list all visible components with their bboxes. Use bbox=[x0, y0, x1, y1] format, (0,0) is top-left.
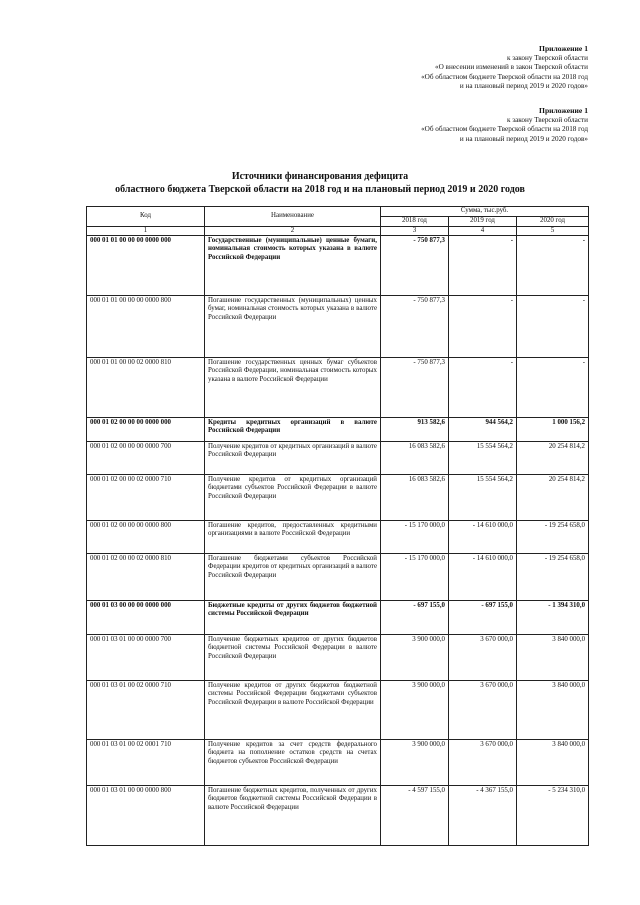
title-line-2: областного бюджета Тверской области на 2018 год и на плановый период 2019 и 2020 годов bbox=[115, 184, 525, 195]
row-value-2018: - 750 877,3 bbox=[381, 296, 449, 358]
row-name: Государственные (муниципальные) ценные бумаги, номинальная стоимость которых указана в валюте Российской Федерации bbox=[205, 236, 381, 296]
table-row bbox=[87, 554, 589, 601]
row-value-2020: 1 000 156,2 bbox=[517, 418, 589, 442]
table-row bbox=[87, 442, 589, 475]
row-value-2020: - bbox=[517, 236, 589, 296]
row-value-2020: - 19 254 658,0 bbox=[517, 554, 589, 601]
row-value-2020: - bbox=[517, 296, 589, 358]
row-value-2018: 16 083 582,6 bbox=[381, 442, 449, 475]
row-name: Получение кредитов за счет средств федерального бюджета на пополнение остатков средств на счетах бюджетов субъектов Российской Федерации bbox=[205, 740, 381, 786]
row-code: 000 01 03 01 00 02 0001 710 bbox=[87, 740, 205, 786]
row-code: 000 01 03 00 00 00 0000 000 bbox=[87, 601, 205, 635]
header-year-2020: 2020 год bbox=[517, 217, 589, 227]
row-code: 000 01 02 00 00 02 0000 710 bbox=[87, 475, 205, 521]
financing-sources-table bbox=[86, 206, 589, 846]
row-value-2019: - bbox=[449, 358, 517, 418]
appendix-block-2 bbox=[421, 106, 588, 144]
row-value-2019: 3 670 000,0 bbox=[449, 740, 517, 786]
table-row bbox=[87, 418, 589, 442]
row-code: 000 01 02 00 00 02 0000 810 bbox=[87, 554, 205, 601]
row-value-2018: - 750 877,3 bbox=[381, 236, 449, 296]
row-name: Погашение бюджетных кредитов, полученных от других бюджетов бюджетной системы Российской Федерации в валюте Российской Федерации bbox=[205, 786, 381, 846]
table-row bbox=[87, 236, 589, 296]
row-value-2018: 3 900 000,0 bbox=[381, 681, 449, 740]
row-code: 000 01 03 01 00 00 0000 700 bbox=[87, 635, 205, 681]
row-value-2018: 913 582,6 bbox=[381, 418, 449, 442]
row-value-2018: - 4 597 155,0 bbox=[381, 786, 449, 846]
table-row bbox=[87, 296, 589, 358]
table-row bbox=[87, 740, 589, 786]
header-code: Код bbox=[87, 207, 205, 227]
row-value-2018: - 697 155,0 bbox=[381, 601, 449, 635]
appendix-heading: Приложение 1 bbox=[539, 44, 588, 53]
row-value-2020: 20 254 814,2 bbox=[517, 475, 589, 521]
row-code: 000 01 01 00 00 00 0000 800 bbox=[87, 296, 205, 358]
table-row bbox=[87, 358, 589, 418]
header-year-2018: 2018 год bbox=[381, 217, 449, 227]
header-sum: Сумма, тыс.руб. bbox=[381, 207, 589, 217]
row-value-2020: 3 840 000,0 bbox=[517, 740, 589, 786]
row-value-2020: - 5 234 310,0 bbox=[517, 786, 589, 846]
column-number: 5 bbox=[517, 227, 589, 236]
row-code: 000 01 02 00 00 00 0000 000 bbox=[87, 418, 205, 442]
column-number: 1 bbox=[87, 227, 205, 236]
title-line-1: Источники финансирования дефицита bbox=[231, 171, 409, 182]
row-name: Получение бюджетных кредитов от других бюджетов бюджетной системы Российской Федерации в валюте Российской Федерации bbox=[205, 635, 381, 681]
table-body bbox=[87, 236, 589, 846]
row-value-2019: - 697 155,0 bbox=[449, 601, 517, 635]
row-value-2019: 3 670 000,0 bbox=[449, 635, 517, 681]
appendix-line: к закону Тверской области bbox=[506, 115, 588, 124]
row-code: 000 01 01 00 00 00 0000 000 bbox=[87, 236, 205, 296]
appendix-heading: Приложение 1 bbox=[539, 106, 588, 115]
appendix-block-1 bbox=[421, 44, 588, 92]
row-value-2019: - 4 367 155,0 bbox=[449, 786, 517, 846]
row-code: 000 01 02 00 00 00 0000 700 bbox=[87, 442, 205, 475]
header-name: Наименование bbox=[205, 207, 381, 227]
row-name: Получение кредитов от других бюджетов бюджетной системы Российской Федерации бюджетами субъектов Российской Федерации в валюте Российской Федерации bbox=[205, 681, 381, 740]
row-value-2019: 15 554 564,2 bbox=[449, 442, 517, 475]
row-value-2018: - 15 170 000,0 bbox=[381, 521, 449, 554]
appendix-line: к закону Тверской области bbox=[506, 53, 588, 62]
row-name: Получение кредитов от кредитных организаций в валюте Российской Федерации bbox=[205, 442, 381, 475]
appendix-line: и на плановый период 2019 и 2020 годов» bbox=[459, 134, 588, 143]
row-value-2020: - 1 394 310,0 bbox=[517, 601, 589, 635]
row-value-2018: 3 900 000,0 bbox=[381, 635, 449, 681]
table-row bbox=[87, 681, 589, 740]
row-value-2019: - 14 610 000,0 bbox=[449, 521, 517, 554]
row-value-2019: - bbox=[449, 236, 517, 296]
row-name: Погашение государственных ценных бумаг субъектов Российской Федерации, номинальная стоимость которых указана в валюте Российской Федерации bbox=[205, 358, 381, 418]
column-number: 4 bbox=[449, 227, 517, 236]
appendix-line: «Об областном бюджете Тверской области на 2018 год bbox=[421, 72, 588, 81]
row-name: Бюджетные кредиты от других бюджетов бюджетной системы Российской Федерации bbox=[205, 601, 381, 635]
column-number: 3 bbox=[381, 227, 449, 236]
row-value-2020: 3 840 000,0 bbox=[517, 635, 589, 681]
appendix-line: и на плановый период 2019 и 2020 годов» bbox=[459, 82, 588, 91]
table-row bbox=[87, 635, 589, 681]
row-name: Кредиты кредитных организаций в валюте Российской Федерации bbox=[205, 418, 381, 442]
row-value-2018: 16 083 582,6 bbox=[381, 475, 449, 521]
row-value-2019: - 14 610 000,0 bbox=[449, 554, 517, 601]
row-value-2020: 20 254 814,2 bbox=[517, 442, 589, 475]
row-code: 000 01 01 00 00 02 0000 810 bbox=[87, 358, 205, 418]
row-code: 000 01 03 01 00 02 0000 710 bbox=[87, 681, 205, 740]
table-row bbox=[87, 601, 589, 635]
row-name: Получение кредитов от кредитных организаций бюджетами субъектов Российской Федерации в валюте Российской Федерации bbox=[205, 475, 381, 521]
table-row bbox=[87, 786, 589, 846]
row-value-2019: - bbox=[449, 296, 517, 358]
row-value-2018: 3 900 000,0 bbox=[381, 740, 449, 786]
row-value-2020: - 19 254 658,0 bbox=[517, 521, 589, 554]
row-value-2020: 3 840 000,0 bbox=[517, 681, 589, 740]
appendix-line: «О внесении изменений в закон Тверской области bbox=[434, 63, 588, 72]
row-value-2019: 15 554 564,2 bbox=[449, 475, 517, 521]
column-number: 2 bbox=[205, 227, 381, 236]
header-year-2019: 2019 год bbox=[449, 217, 517, 227]
row-name: Погашение государственных (муниципальных) ценных бумаг, номинальная стоимость которых указана в валюте Российской Федерации bbox=[205, 296, 381, 358]
row-value-2018: - 15 170 000,0 bbox=[381, 554, 449, 601]
row-value-2019: 944 564,2 bbox=[449, 418, 517, 442]
appendix-line: «Об областном бюджете Тверской области на 2018 год bbox=[421, 125, 588, 134]
table-row bbox=[87, 475, 589, 521]
row-name: Погашение бюджетами субъектов Российской Федерации кредитов от кредитных организаций в валюте Российской Федерации bbox=[205, 554, 381, 601]
row-value-2019: 3 670 000,0 bbox=[449, 681, 517, 740]
row-code: 000 01 03 01 00 00 0000 800 bbox=[87, 786, 205, 846]
row-value-2018: - 750 877,3 bbox=[381, 358, 449, 418]
row-code: 000 01 02 00 00 00 0000 800 bbox=[87, 521, 205, 554]
row-name: Погашение кредитов, предоставленных кредитными организациями в валюте Российской Федерации bbox=[205, 521, 381, 554]
row-value-2020: - bbox=[517, 358, 589, 418]
document-title bbox=[0, 170, 640, 196]
table-row bbox=[87, 521, 589, 554]
